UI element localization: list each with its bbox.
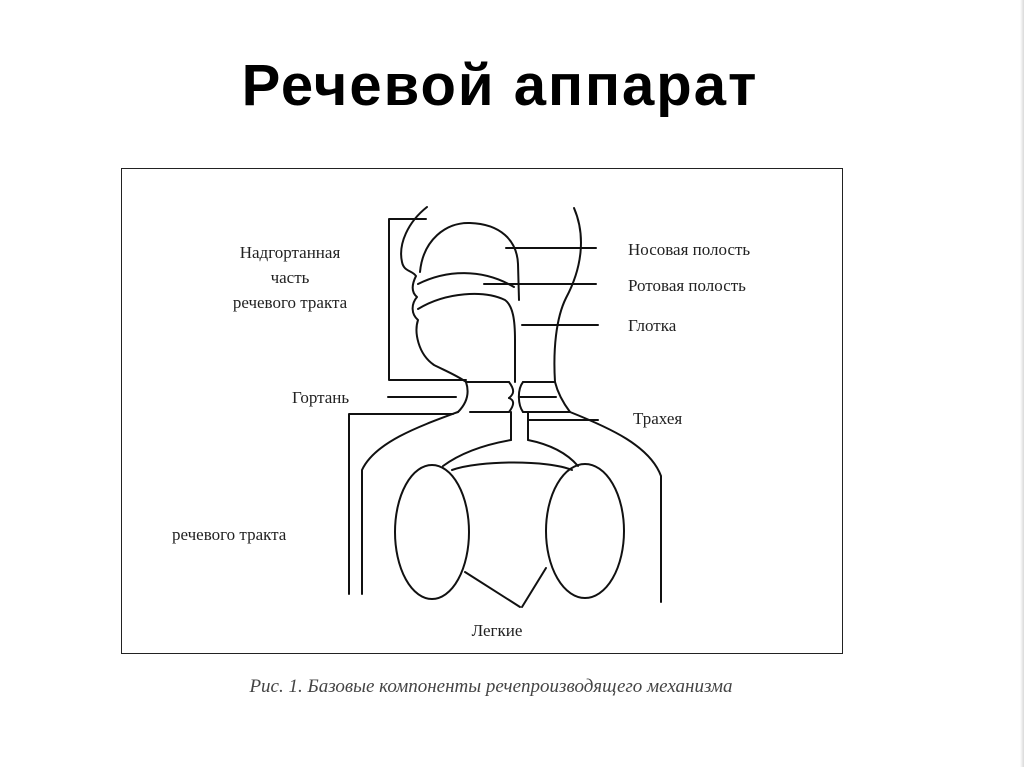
slide-title: Речевой аппарат xyxy=(241,53,759,118)
label-oral-cavity: Ротовая полость xyxy=(628,276,746,295)
supraglottal-bracket xyxy=(389,219,466,380)
nasal-cavity-outline xyxy=(420,223,519,300)
torso-left xyxy=(362,412,458,594)
label-pharynx: Глотка xyxy=(628,316,677,335)
label-subglottal: речевого тракта xyxy=(172,525,287,544)
label-supraglottal-line2: часть xyxy=(270,268,310,287)
label-nasal-cavity: Носовая полость xyxy=(628,240,751,259)
back-of-neck xyxy=(554,208,581,382)
pointer-lung-left xyxy=(465,572,520,607)
larynx-center-upper xyxy=(509,382,513,398)
larynx-back xyxy=(555,382,570,412)
left-lung xyxy=(395,465,469,599)
figure-caption: Рис. 1. Базовые компоненты речепроизводящего механизма xyxy=(249,676,733,697)
tongue xyxy=(418,294,515,340)
larynx-center-lower xyxy=(509,398,513,412)
label-supraglottal-line1: Надгортанная xyxy=(239,243,341,262)
bronchus-right xyxy=(528,440,578,466)
label-lungs: Легкие xyxy=(471,621,523,640)
label-trachea: Трахея xyxy=(633,409,683,428)
bronchi-inner xyxy=(452,463,572,471)
right-lung xyxy=(546,464,624,598)
pointer-lung-right xyxy=(522,568,546,607)
label-supraglottal-line3: речевого тракта xyxy=(232,293,348,312)
larynx-front xyxy=(458,382,468,412)
label-larynx: Гортань xyxy=(292,388,350,407)
